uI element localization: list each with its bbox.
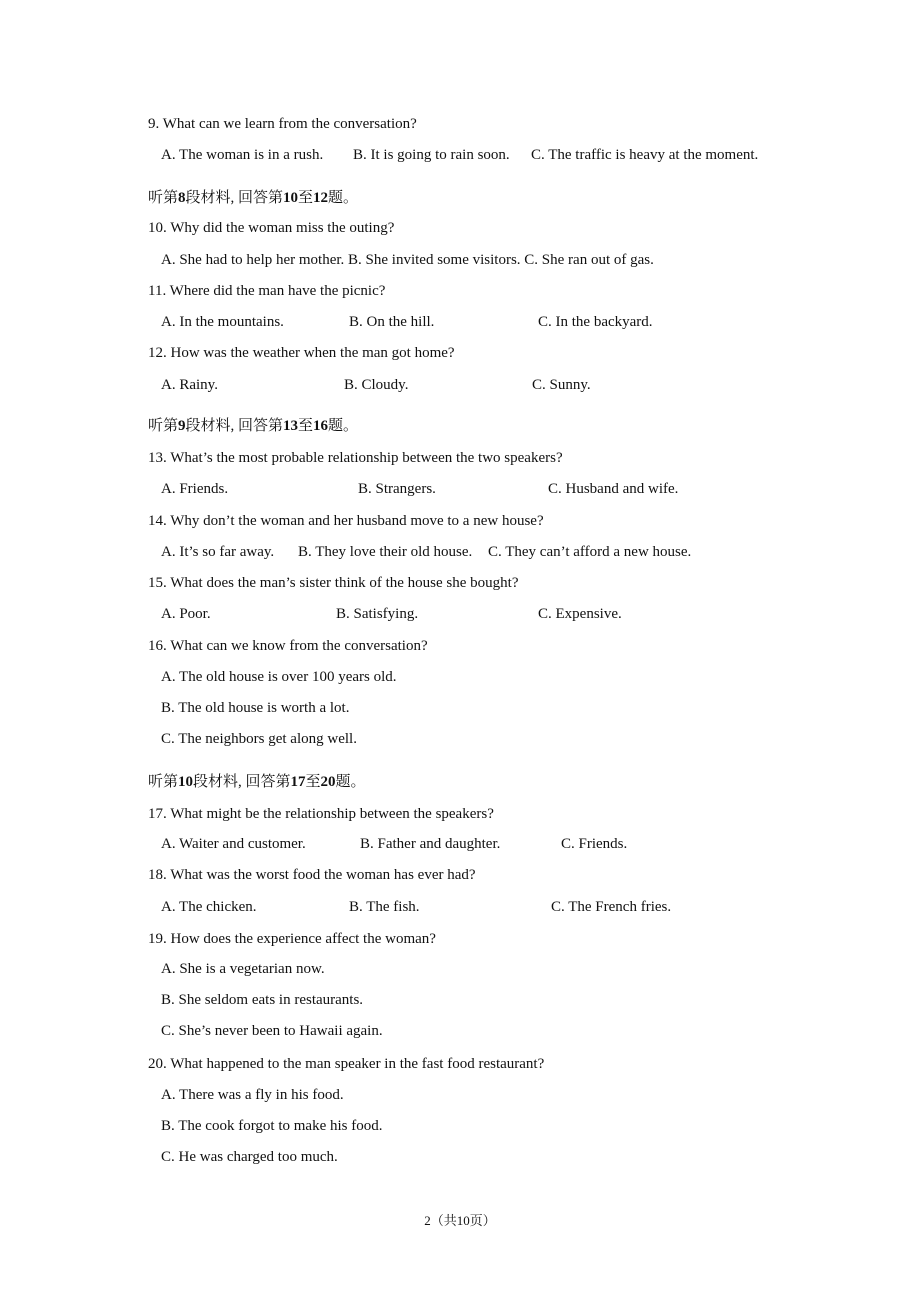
question-17: 17. What might be the relationship between the speakers? bbox=[148, 806, 494, 822]
section-heading-9: 听第9段材料, 回答第13至16题。 bbox=[148, 418, 359, 434]
question-12: 12. How was the weather when the man got home? bbox=[148, 345, 455, 361]
q14-option-c: C. They can’t afford a new house. bbox=[488, 544, 692, 560]
q13-option-a: A. Friends. bbox=[161, 481, 229, 497]
q20-option-b: B. The cook forgot to make his food. bbox=[161, 1118, 383, 1134]
q20-option-a: A. There was a fly in his food. bbox=[161, 1087, 344, 1103]
q19-option-b: B. She seldom eats in restaurants. bbox=[161, 992, 364, 1008]
q18-option-c: C. The French fries. bbox=[551, 899, 672, 915]
q17-option-a: A. Waiter and customer. bbox=[161, 836, 306, 852]
question-10: 10. Why did the woman miss the outing? bbox=[148, 220, 395, 236]
q15-option-c: C. Expensive. bbox=[538, 606, 622, 622]
question-16: 16. What can we know from the conversation? bbox=[148, 638, 428, 654]
q19-option-c: C. She’s never been to Hawaii again. bbox=[161, 1023, 383, 1039]
question-9: 9. What can we learn from the conversation? bbox=[148, 116, 417, 132]
q16-option-b: B. The old house is worth a lot. bbox=[161, 700, 350, 716]
question-11: 11. Where did the man have the picnic? bbox=[148, 283, 386, 299]
section-heading-8: 听第8段材料, 回答第10至12题。 bbox=[148, 190, 359, 206]
q13-option-b: B. Strangers. bbox=[358, 481, 436, 497]
q9-option-a: A. The woman is in a rush. bbox=[161, 147, 324, 163]
question-18: 18. What was the worst food the woman has ever had? bbox=[148, 867, 476, 883]
q18-option-a: A. The chicken. bbox=[161, 899, 257, 915]
question-20: 20. What happened to the man speaker in the fast food restaurant? bbox=[148, 1056, 545, 1072]
q18-option-b: B. The fish. bbox=[349, 899, 420, 915]
q12-option-b: B. Cloudy. bbox=[344, 377, 409, 393]
q10-options: A. She had to help her mother. B. She invited some visitors. C. She ran out of gas. bbox=[161, 252, 654, 268]
q9-option-c: C. The traffic is heavy at the moment. bbox=[531, 147, 759, 163]
q15-option-a: A. Poor. bbox=[161, 606, 211, 622]
q13-option-c: C. Husband and wife. bbox=[548, 481, 679, 497]
question-13: 13. What’s the most probable relationship between the two speakers? bbox=[148, 450, 563, 466]
q12-option-c: C. Sunny. bbox=[532, 377, 591, 393]
page-number: 2（共10页） bbox=[424, 1213, 496, 1228]
q11-option-c: C. In the backyard. bbox=[538, 314, 653, 330]
question-19: 19. How does the experience affect the woman? bbox=[148, 931, 436, 947]
question-14: 14. Why don’t the woman and her husband move to a new house? bbox=[148, 513, 544, 529]
q14-option-a: A. It’s so far away. bbox=[161, 544, 275, 560]
q11-option-a: A. In the mountains. bbox=[161, 314, 284, 330]
q20-option-c: C. He was charged too much. bbox=[161, 1149, 338, 1165]
q16-option-c: C. The neighbors get along well. bbox=[161, 731, 357, 747]
q17-option-c: C. Friends. bbox=[561, 836, 628, 852]
q9-option-b: B. It is going to rain soon. bbox=[353, 147, 510, 163]
q12-option-a: A. Rainy. bbox=[161, 377, 218, 393]
q14-option-b: B. They love their old house. bbox=[298, 544, 473, 560]
question-15: 15. What does the man’s sister think of the house she bought? bbox=[148, 575, 519, 591]
q16-option-a: A. The old house is over 100 years old. bbox=[161, 669, 397, 685]
q17-option-b: B. Father and daughter. bbox=[360, 836, 501, 852]
q11-option-b: B. On the hill. bbox=[349, 314, 435, 330]
section-heading-10: 听第10段材料, 回答第17至20题。 bbox=[148, 774, 366, 790]
q15-option-b: B. Satisfying. bbox=[336, 606, 419, 622]
q19-option-a: A. She is a vegetarian now. bbox=[161, 961, 325, 977]
